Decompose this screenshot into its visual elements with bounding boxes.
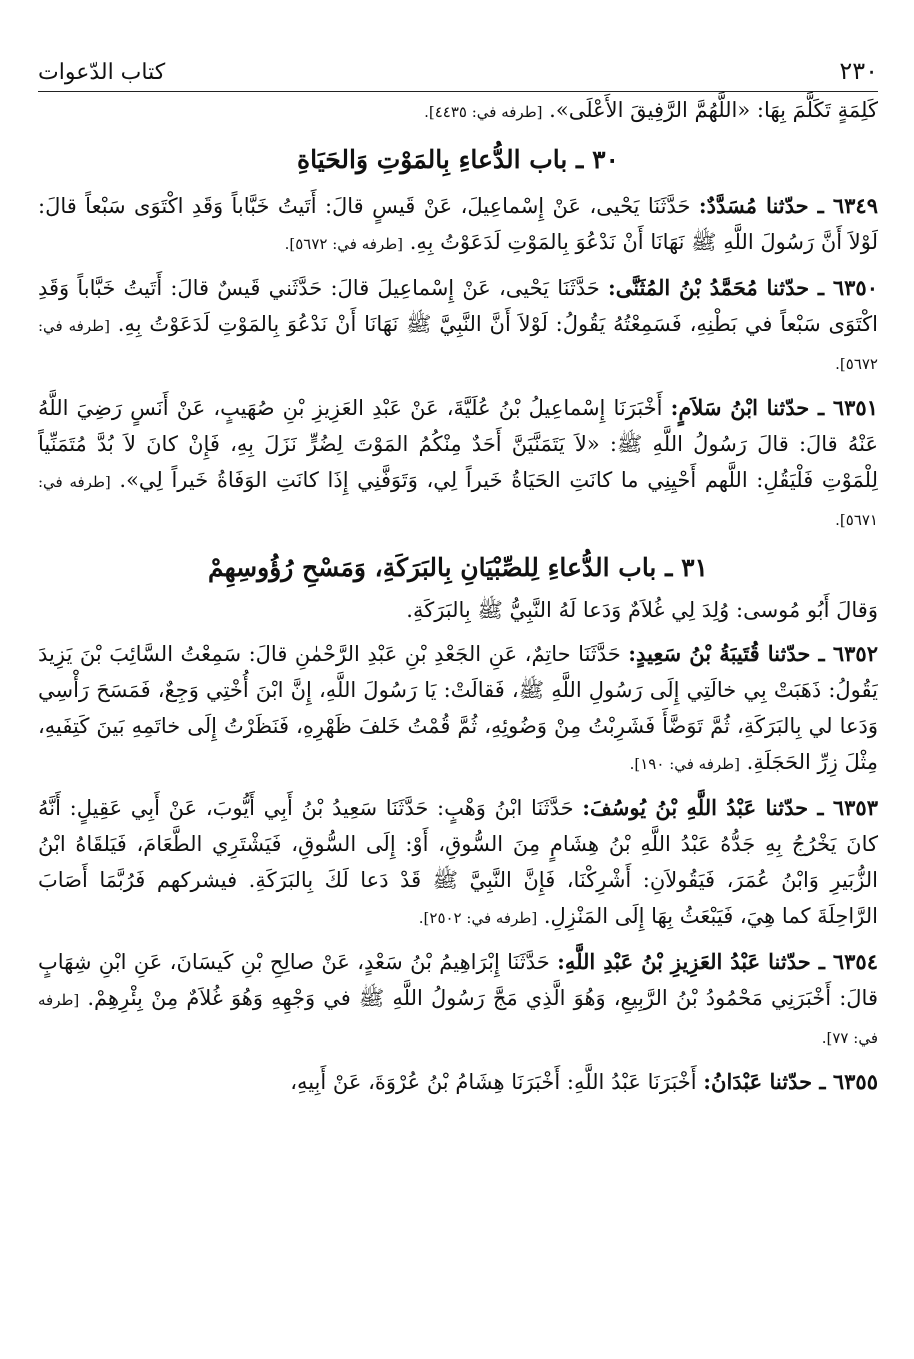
cross-reference: [طرفه في: ٥٦٧٢]. [284,235,404,253]
hadith-text: أَخْبَرَنَا عَبْدُ اللَّهِ: أَخْبَرَنَا هِشَامُ بْنُ عُرْوَةَ، عَنْ أَبِيهِ، [290,1070,704,1094]
hadith-text: حَدَّثَنَا يَحْيى، عَنْ إِسْماعِيلَ قالَ: حَدَّثَني قَيسٌ قالَ: أَتَيتُ خَبَّاباً وَقَدِ اكْتَوَى سَبْعاً في بَطْنِهِ، فَسَمِعْتُهُ يَقُولُ: لَوْلاَ أَنَّ النَّبِيَّ ﷺ نَهَانَا أَنْ نَدْعُوَ بِالمَوْتِ لَدَعَوْتُ بِهِ. [38,276,878,336]
page-number: ٢٣٠ [839,57,878,85]
hadith-number: ٦٣٥٤ ـ حدّثنا عَبْدُ العَزِيزِ بْنُ عَبْدِ اللَّهِ: [557,949,878,974]
page-header [38,52,878,92]
text-paragraph [38,592,878,628]
chapter-heading: ٣١ ـ باب الدُّعاءِ لِلصِّبْيَانِ بِالبَرَكَةِ، وَمَسْحِ رُؤُوسِهِمْ [208,553,708,582]
hadith-number: ٦٣٥٢ ـ حدّثنا قُتَيبَةُ بْنُ سَعِيدٍ: [628,641,878,666]
hadith-number: ٦٣٥٣ ـ حدّثنا عَبْدُ اللَّهِ بْنُ يُوسُفَ: [582,795,878,820]
cross-reference: [طرفه في: ٤٤٣٥]. [424,103,543,121]
cross-reference: [طرفه في: ٥٦٧٢]. [38,317,878,373]
hadith-number: ٦٣٥٠ ـ حدّثنا مُحَمَّدُ بْنُ المُثَنَّى: [607,275,878,300]
hadith-number: ٦٣٥٥ ـ حدّثنا عَبْدَانُ: [703,1069,878,1094]
hadith-number: ٦٣٥١ ـ حدّثنا ابْنُ سَلاَمٍ: [670,395,878,420]
cross-reference: [طرفه في: ١٩٠]. [629,755,740,773]
hadith-paragraph [38,1064,878,1100]
page-content [38,92,878,1100]
hadith-paragraph [38,636,878,782]
hadith-text: حَدَّثَنَا ابْنُ وَهْبٍ: حَدَّثَنَا سَعِيدُ بْنُ أَبِي أَيُّوبَ، عَنْ أَبِي عَقِيلٍ: أَنَّهُ كانَ يَخْرُجُ بِهِ جَدُّهُ عَبْدُ اللَّهِ بْنُ هِشَامٍ مِنَ السُّوقِ، أَوْ: إِلَى السُّوقِ، فَيَشْتَرِي الطَّعَامَ، فَيَلقَاهُ ابْنُ الزُّبَيرِ وَابْنُ عُمَرَ، فَيَقُولاَنِ: أَشْرِكْنَا، فَإِنَّ النَّبِيَّ ﷺ قَدْ دَعا لَكَ بِالبَرَكَةِ. فيشركهم فَرُبَّمَا أَصَابَ الرَّاحِلَةَ كما هِيَ، فَيَبْعَثُ بِهَا إِلَى المَنْزِلِ. [38,796,878,928]
hadith-number: ٦٣٤٩ ـ حدّثنا مُسَدَّدٌ: [698,193,878,218]
hadith-paragraph [38,390,878,538]
chapter-heading: ٣٠ ـ باب الدُّعاءِ بِالمَوْتِ وَالحَيَاةِ [297,145,619,174]
cross-reference: [طرفه في: ٧٧]. [38,991,878,1047]
hadith-text: حَدَّثَنَا يَحْيى، عَنْ إِسْماعِيلَ، عَنْ قَيسٍ قالَ: أَتَيتُ خَبَّاباً وَقَدِ اكْتَوَى سَبْعاً قالَ: لَوْلاَ أَنَّ رَسُولَ اللَّهِ ﷺ نَهَانَا أَنْ نَدْعُوَ بِالمَوْتِ لَدَعَوْتُ بِهِ. [38,194,878,254]
hadith-text: كَلِمَةٍ تَكَلَّمَ بِهَا: «اللَّهُمَّ الرَّفِيقَ الأَعْلَى». [542,98,878,122]
hadith-paragraph [38,790,878,936]
hadith-paragraph [38,944,878,1056]
book-title: كتاب الدّعوات [38,60,166,85]
text-paragraph [38,92,878,130]
hadith-text: حَدَّثَنَا إِبْرَاهِيمُ بْنُ سَعْدٍ، عَنْ صالِحِ بْنِ كَيسَانَ، عَنِ ابْنِ شِهَابٍ قالَ: أَخْبَرَنِي مَحْمُودُ بْنُ الرَّبِيعِ، وَهُوَ الَّذِي مَجَّ رَسُولُ اللَّهِ ﷺ في وَجْهِهِ وَهُوَ غُلاَمٌ مِنْ بِئْرِهِمْ. [38,950,878,1010]
hadith-paragraph [38,270,878,382]
hadith-text: وَقالَ أَبُو مُوسى: وُلِدَ لِي غُلاَمٌ وَدَعا لَهُ النَّبِيُّ ﷺ بِالبَرَكَةِ. [406,598,878,622]
cross-reference: [طرفه في: ٢٥٠٢]. [418,909,538,927]
page [38,52,878,1342]
hadith-text: حَدَّثَنَا حاتِمٌ، عَنِ الجَعْدِ بْنِ عَبْدِ الرَّحْمٰنِ قالَ: سَمِعْتُ السَّائِبَ بْنَ يَزِيدَ يَقُولُ: ذَهَبَتْ بِي خالَتِي إِلَى رَسُولِ اللَّهِ ﷺ، فَقالَتْ: يَا رَسُولَ اللَّهِ، إِنَّ ابْنَ أُخْتِي وَجِعٌ، فَمَسَحَ رَأْسِي وَدَعا لي بِالبَرَكَةِ، ثُمَّ تَوَضَّأَ فَشَرِبْتُ مِنْ وَضُوئِهِ، ثُمَّ قُمْتُ خَلفَ ظَهْرِهِ، فَنَظَرْتُ إِلَى خاتَمِهِ بَينَ كَتِفَيهِ، مِثْلَ زِرِّ الحَجَلَةِ. [38,642,878,774]
hadith-text: أَخْبَرَنَا إِسْماعِيلُ بْنُ عُلَيَّةَ، عَنْ عَبْدِ العَزِيزِ بْنِ صُهَيبٍ، عَنْ أَنَسٍ رَضِيَ اللَّهُ عَنْهُ قالَ: قالَ رَسُولُ اللَّهِ ﷺ: «لاَ يَتَمَنَّيَنَّ أَحَدٌ مِنْكُمُ المَوْتَ لِضُرٍّ نَزَلَ بِهِ، فَإِنْ كانَ لاَ بُدَّ مُتَمَنِّياً لِلْمَوْتِ فَلْيَقُلِ: اللَّهم أَحْيِنِي ما كانَتِ الحَيَاةُ خَيراً لِي، وَتَوَفَّنِي إِذَا كانَتِ الوَفَاةُ خَيراً لِي». [38,396,878,492]
hadith-paragraph [38,188,878,262]
cross-reference: [طرفه في: ٥٦٧١]. [38,473,878,529]
